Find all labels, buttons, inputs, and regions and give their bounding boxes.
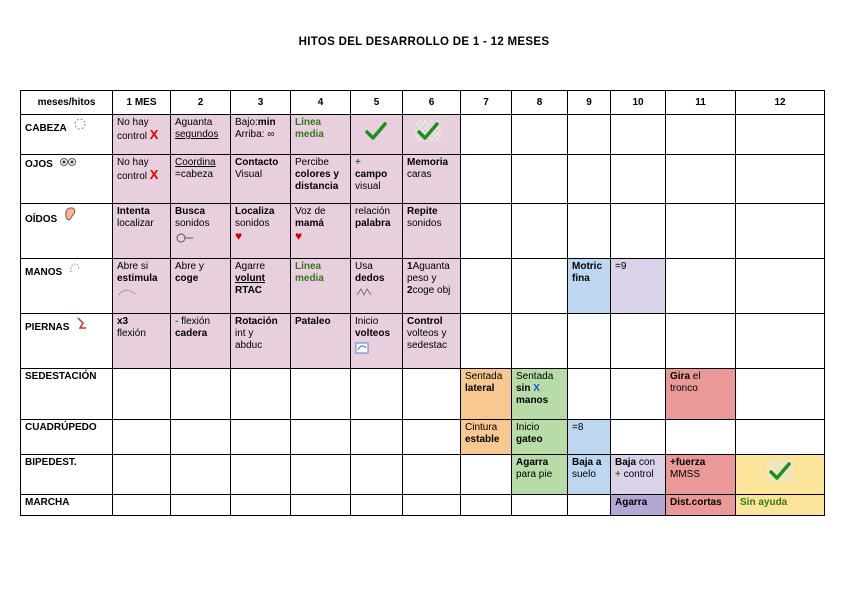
cell [171,495,231,516]
heart-icon: ♥ [295,229,303,243]
cell: No hay control X [113,155,171,204]
cell [291,369,351,420]
cell: relación palabra [351,204,403,259]
row-label: SEDESTACIÓN [21,369,113,420]
cell [231,455,291,495]
cell: Sentada lateral [461,369,512,420]
cell: Abre y coge [171,259,231,314]
row-bipedest [21,455,825,495]
cell: Bajo:min Arriba: ∞ [231,115,291,155]
row-label: MARCHA [21,495,113,516]
check-icon [415,120,441,142]
cell [403,495,461,516]
cell: =9 [611,259,666,314]
rattle-icon [175,232,195,247]
cell [666,115,736,155]
roll-icon [355,342,369,357]
cell [403,369,461,420]
row-piernas [21,314,825,369]
cell: Intenta localizar [113,204,171,259]
cell [113,455,171,495]
cell: - flexión cadera [171,314,231,369]
cell: Inicio volteos [351,314,403,369]
cell: +fuerza MMSS [666,455,736,495]
header-cell: 4 [291,91,351,115]
header-cell: 8 [512,91,568,115]
fingers-icon [355,287,375,300]
cell [291,495,351,516]
cell: Abre si estimula [113,259,171,314]
cell [512,155,568,204]
cell [113,369,171,420]
cell: Línea media [291,259,351,314]
header-cell: 2 [171,91,231,115]
cell [351,115,403,155]
cell: x3 flexión [113,314,171,369]
cell: Dist.cortas [666,495,736,516]
cell [568,314,611,369]
cell [403,455,461,495]
cell [666,155,736,204]
row-sedestacion [21,369,825,420]
cell: Contacto Visual [231,155,291,204]
cell [611,204,666,259]
cell [171,369,231,420]
cell [568,155,611,204]
row-label: OJOS [21,155,113,204]
cell [403,420,461,455]
cell: Pataleo [291,314,351,369]
cell [461,455,512,495]
cell: Aguanta segundos [171,115,231,155]
cell: =8 [568,420,611,455]
cell [351,455,403,495]
cell: Percibe colores y distancia [291,155,351,204]
cell: Coordina =cabeza [171,155,231,204]
x-mark-icon: X [149,127,159,142]
header-cell: 12 [736,91,825,115]
cell: Sin ayuda [736,495,825,516]
cell: Agarra [611,495,666,516]
row-marcha [21,495,825,516]
cell [113,420,171,455]
cell [568,115,611,155]
cell [231,369,291,420]
head-icon [73,117,87,135]
cell: Cintura estable [461,420,512,455]
heart-icon: ♥ [235,229,243,243]
cell [231,495,291,516]
cell [351,420,403,455]
cell [736,314,825,369]
cell [736,455,825,495]
cell [403,115,461,155]
cell: Baja a suelo [568,455,611,495]
row-label: OÍDOS [21,204,113,259]
row-cuadrupedo [21,420,825,455]
cell [291,420,351,455]
cell [611,155,666,204]
milestones-table [20,90,825,516]
header-cell: 3 [231,91,291,115]
cell: Repite sonidos [403,204,461,259]
ear-icon [63,206,77,226]
row-manos [21,259,825,314]
cell: + campo visual [351,155,403,204]
cell: Línea media [291,115,351,155]
cell [351,495,403,516]
header-cell: 6 [403,91,461,115]
cell: Baja con + control [611,455,666,495]
cell [461,259,512,314]
eyes-icon [59,157,77,171]
cell: Memoria caras [403,155,461,204]
cell [171,420,231,455]
cell: Sentada sin X manos [512,369,568,420]
cell [461,204,512,259]
row-ojos [21,155,825,204]
cell [512,495,568,516]
page-title: HITOS DEL DESARROLLO DE 1 - 12 MESES [298,36,550,48]
cell [512,259,568,314]
row-label: PIERNAS [21,314,113,369]
cell: Agarra para pie [512,455,568,495]
cell: Inicio gateo [512,420,568,455]
cell [736,420,825,455]
cell [512,115,568,155]
cell [611,314,666,369]
cell: Motric fina [568,259,611,314]
cell [568,495,611,516]
cell [736,155,825,204]
header-cell: 7 [461,91,512,115]
hand-sketch-icon [117,287,137,300]
cell: Rotación int y abduc [231,314,291,369]
cell [351,369,403,420]
cell [461,314,512,369]
cell: Localiza sonidos ♥ [231,204,291,259]
cell: Usa dedos [351,259,403,314]
header-row [21,91,825,115]
header-cell: 9 [568,91,611,115]
cell [113,495,171,516]
header-cell: meses/hitos [21,91,113,115]
cell [611,420,666,455]
cell [736,369,825,420]
x-mark-icon: X [149,167,159,182]
cell [512,204,568,259]
cell [461,155,512,204]
cell: Control volteos y sedestac [403,314,461,369]
check-icon [363,120,389,142]
hand-icon [68,261,82,279]
row-cabeza [21,115,825,155]
cell: No hay control X [113,115,171,155]
row-label: BIPEDEST. [21,455,113,495]
cell [611,369,666,420]
cell: Gira el tronco [666,369,736,420]
cell: Agarre volunt RTAC [231,259,291,314]
cell [611,115,666,155]
cell [736,115,825,155]
row-label: MANOS [21,259,113,314]
header-cell: 10 [611,91,666,115]
cell [568,369,611,420]
check-icon [767,460,793,482]
header-cell: 1 MES [113,91,171,115]
cell [568,204,611,259]
cell: Voz de mamá ♥ [291,204,351,259]
cell [512,314,568,369]
leg-icon [75,316,89,334]
header-cell: 11 [666,91,736,115]
cell [666,204,736,259]
cell [666,420,736,455]
cell: 1Aguanta peso y 2coge obj [403,259,461,314]
cell [291,455,351,495]
row-label: CABEZA [21,115,113,155]
row-label: CUADRÚPEDO [21,420,113,455]
cell [666,259,736,314]
cell [171,455,231,495]
cell [736,259,825,314]
row-oidos [21,204,825,259]
header-cell: 5 [351,91,403,115]
cell [666,314,736,369]
cell [461,115,512,155]
cell [736,204,825,259]
cell [461,495,512,516]
cell: Busca sonidos [171,204,231,259]
cell [231,420,291,455]
